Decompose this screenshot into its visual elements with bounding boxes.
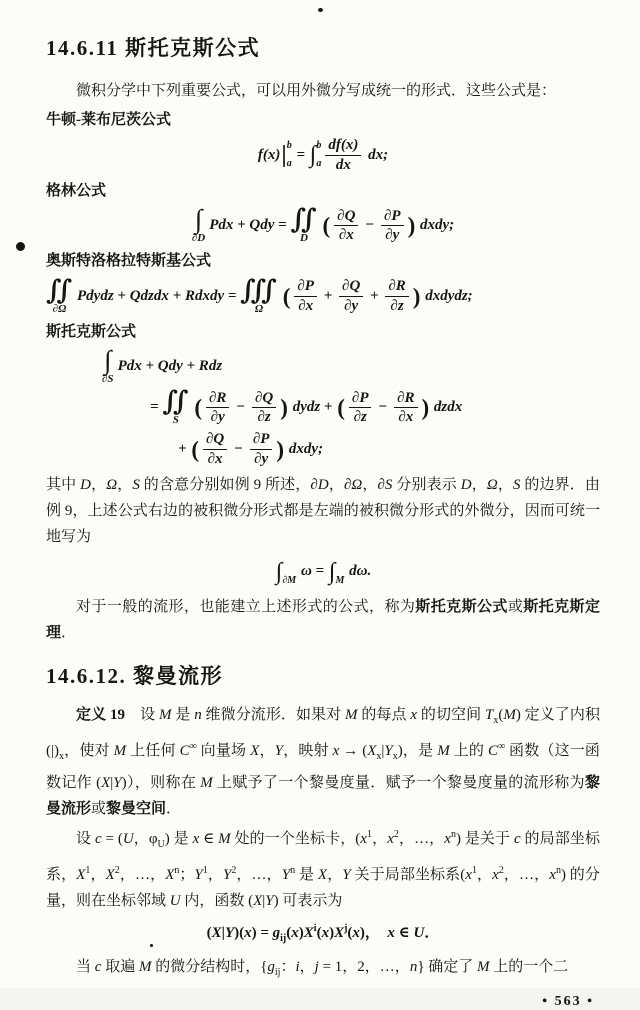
newton-leibniz-label: 牛顿-莱布尼茨公式 <box>46 112 171 128</box>
coordinate-chart-paragraph: 设 c = (U，$\varphi_U$) 是 x ∈ M 处的一个坐标卡，($x^1$，$x^2$，…，$x^n$) 是关于 c 的局部坐标系，$X^1$，$X^2$，…，$X^n$；$Y^1$，$Y^2$，…，$Y^n$ 是 X，Y 关于局部坐标系($x^1$，$x^2$，…，$x^n$) 的分量，则在坐标邻域 U 内，函数 (X|Y) 可表示为 <box>46 828 600 909</box>
general-manifold-paragraph: 对于一般的流形，也能建立上述形式的公式，称为斯托克斯公式或斯托克斯定理． <box>46 598 600 641</box>
section-heading-14-6-11: 14.6.11 斯托克斯公式 <box>46 36 261 60</box>
newton-leibniz-formula: f(x) | b a = ∫ b a $\frac{df(x)}{dx}$ dx; <box>257 137 389 173</box>
stokes-formula-line-1: ∫ ∂S Pdx + Qdy + Rdz <box>102 345 223 385</box>
definition-19-paragraph: 定义 19 设 M 是 n 维微分流形．如果对 M 的每点 x 的切空间 $T_x(M)$ 定义了内积 $(|)_x$，使对 M 上任何 C∞ 向量场 X，Y，映射 $x \to (X_x|Y_x)$，是 M 上的 C∞ 函数（这一函数记作 (X|Y)），则称在 M 上赋予了一个黎曼度量．赋予一个黎曼度量的流形称为黎曼流形或黎曼空间． <box>46 706 600 817</box>
green-label: 格林公式 <box>46 182 107 199</box>
boundary-paragraph: 其中 D，Ω，S 的含意分别如例 9 所述，∂D，∂Ω，∂S 分别表示 D，Ω，S 的边界．由例 9，上述公式右边的被积微分形式都是左端的被积微分形式的外微分，因而可统一地写为 <box>46 476 600 545</box>
stokes-label: 斯托克斯公式 <box>46 323 137 340</box>
ostrogradsky-label: 奥斯特洛格拉特斯基公式 <box>46 253 212 269</box>
intro-paragraph: 微积分学中下列重要公式，可以用外微分写成统一的形式．这些公式是： <box>76 83 557 99</box>
ink-speck-bottom <box>150 944 153 947</box>
section-heading-14-6-12: 14.6.12. 黎曼流形 <box>46 663 223 688</box>
green-formula: ∫ ∂D Pdx + Qdy = ∬ D ( $\frac{\partial Q}{\partial x}$ − $\frac{\partial P}{\partial y}$ ) dxdy; <box>191 204 455 245</box>
unified-stokes-formula: ∫ ∂M ω = ∫ M dω. <box>275 558 372 586</box>
closing-paragraph: 当 c 取遍 M 的微分结构时，{$g_{ij}$：i，j = 1，2，…，n} 确定了 M 上的一个二 <box>76 958 569 978</box>
stokes-formula-line-2: = ∬ S ( $\frac{\partial R}{\partial y}$ − $\frac{\partial Q}{\partial z}$ ) dydz + ( $\frac{\partial P}{\partial z}$ − $\frac{\partial R}{\partial x}$ ) dzdx <box>150 386 463 427</box>
inner-product-formula: $(X|Y)(x) = g_{ij}(x)X^i(x)X^j(x)$， x ∈ U． <box>206 922 440 944</box>
stokes-formula-line-3: + ( $\frac{\partial Q}{\partial x}$ − $\frac{\partial P}{\partial y}$ ) dxdy; <box>178 431 323 467</box>
ostrogradsky-formula: ∬ ∂Ω Pdydz + Qdzdx + Rdxdy = ∭ Ω ( $\frac{\partial P}{\partial x}$ + $\frac{\partial Q}{\partial y}$ + $\frac{\partial R}{\partial z}$ ) dxdydz; <box>46 274 473 315</box>
ink-speck-top <box>318 8 323 12</box>
page-number: • 563 • <box>542 993 594 1009</box>
ink-speck-left <box>16 242 25 251</box>
